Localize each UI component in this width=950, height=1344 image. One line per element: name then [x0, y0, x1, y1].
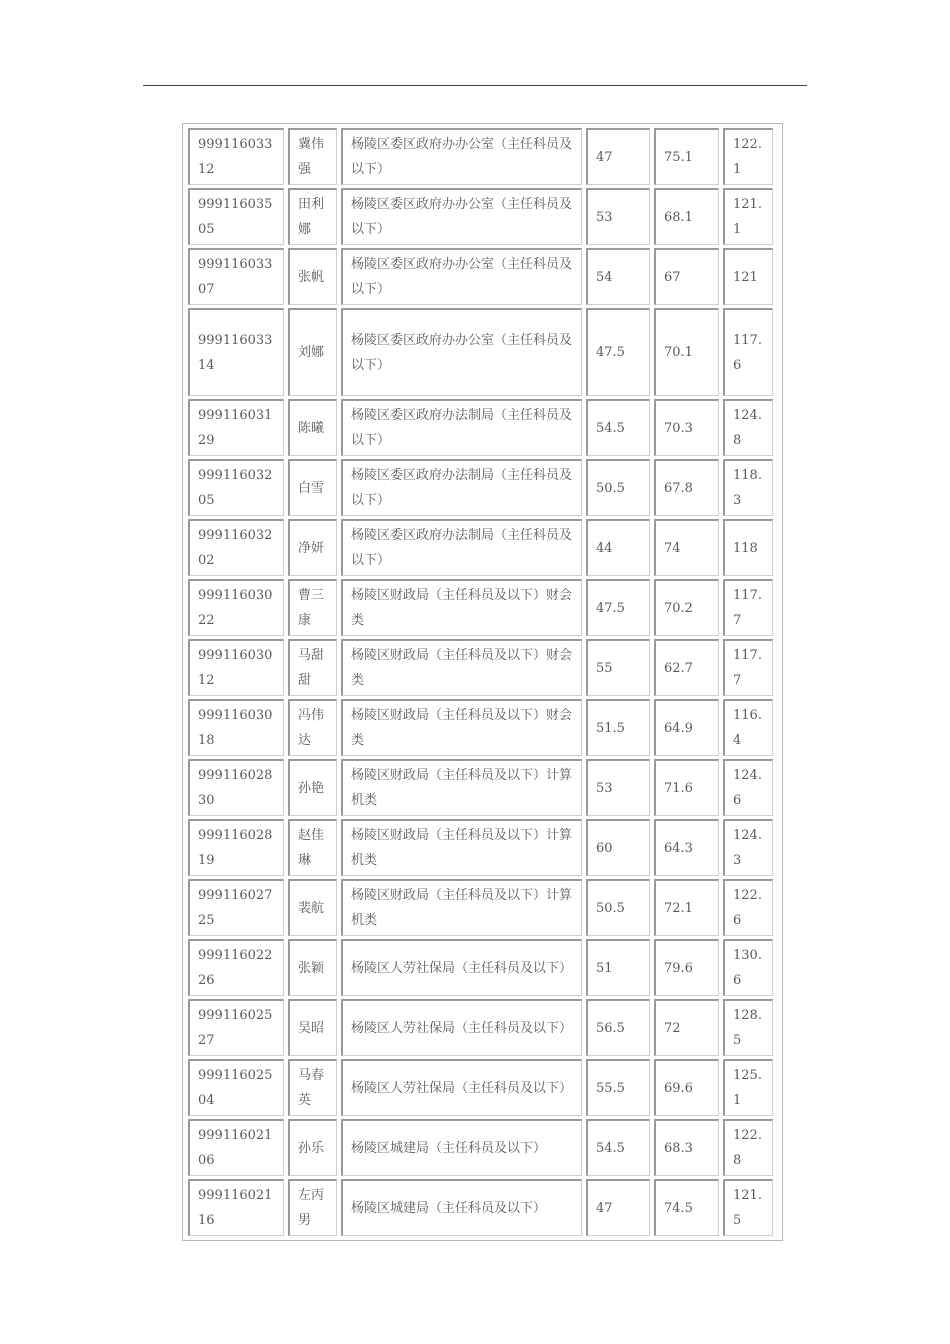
- candidate-name-cell: 陈曦: [288, 399, 337, 456]
- interview-score-cell: 70.1: [654, 308, 719, 396]
- interview-score-cell: 79.6: [654, 939, 719, 996]
- candidate-id-cell: 99911602116: [188, 1179, 284, 1236]
- position-cell: 杨陵区委区政府办办公室（主任科员及以下）: [341, 128, 582, 185]
- candidate-name-cell: 净妍: [288, 519, 337, 576]
- table-row: [188, 1119, 773, 1176]
- interview-score-cell: 70.3: [654, 399, 719, 456]
- interview-score-cell: 74.5: [654, 1179, 719, 1236]
- written-score-cell: 55.5: [586, 1059, 650, 1116]
- written-score-cell: 51: [586, 939, 650, 996]
- candidate-id-cell: 99911602725: [188, 879, 284, 936]
- candidate-id-cell: 99911603205: [188, 459, 284, 516]
- table-row: [188, 519, 773, 576]
- candidate-name-cell: 冀伟强: [288, 128, 337, 185]
- candidate-id-cell: 99911603129: [188, 399, 284, 456]
- written-score-cell: 47: [586, 128, 650, 185]
- candidate-id-cell: 99911602106: [188, 1119, 284, 1176]
- candidate-id-cell: 99911602226: [188, 939, 284, 996]
- candidate-id-cell: 99911602504: [188, 1059, 284, 1116]
- interview-score-cell: 71.6: [654, 759, 719, 816]
- candidate-name-cell: 曹三康: [288, 579, 337, 636]
- total-score-cell: 130.6: [723, 939, 773, 996]
- written-score-cell: 53: [586, 759, 650, 816]
- written-score-cell: 60: [586, 819, 650, 876]
- written-score-cell: 56.5: [586, 999, 650, 1056]
- table-row: [188, 308, 773, 396]
- written-score-cell: 44: [586, 519, 650, 576]
- table-row: [188, 128, 773, 185]
- table-row: [188, 1059, 773, 1116]
- candidate-id-cell: 99911603012: [188, 639, 284, 696]
- position-cell: 杨陵区财政局（主任科员及以下）财会类: [341, 639, 582, 696]
- total-score-cell: 117.7: [723, 579, 773, 636]
- position-cell: 杨陵区人劳社保局（主任科员及以下）: [341, 939, 582, 996]
- candidate-name-cell: 冯伟达: [288, 699, 337, 756]
- candidate-name-cell: 白雪: [288, 459, 337, 516]
- interview-score-cell: 74: [654, 519, 719, 576]
- candidate-id-cell: 99911603314: [188, 308, 284, 396]
- header-rule: [143, 85, 807, 86]
- total-score-cell: 124.3: [723, 819, 773, 876]
- interview-score-cell: 68.3: [654, 1119, 719, 1176]
- results-table-frame: [182, 123, 783, 1241]
- table-row: [188, 819, 773, 876]
- interview-score-cell: 75.1: [654, 128, 719, 185]
- interview-score-cell: 64.9: [654, 699, 719, 756]
- candidate-id-cell: 99911603307: [188, 248, 284, 305]
- written-score-cell: 53: [586, 188, 650, 245]
- position-cell: 杨陵区人劳社保局（主任科员及以下）: [341, 1059, 582, 1116]
- written-score-cell: 50.5: [586, 879, 650, 936]
- position-cell: 杨陵区人劳社保局（主任科员及以下）: [341, 999, 582, 1056]
- table-row: [188, 1179, 773, 1236]
- total-score-cell: 116.4: [723, 699, 773, 756]
- total-score-cell: 122.1: [723, 128, 773, 185]
- position-cell: 杨陵区城建局（主任科员及以下）: [341, 1179, 582, 1236]
- table-row: [188, 459, 773, 516]
- total-score-cell: 122.8: [723, 1119, 773, 1176]
- interview-score-cell: 69.6: [654, 1059, 719, 1116]
- candidate-id-cell: 99911603022: [188, 579, 284, 636]
- table-row: [188, 759, 773, 816]
- total-score-cell: 118.3: [723, 459, 773, 516]
- candidate-id-cell: 99911602830: [188, 759, 284, 816]
- candidate-name-cell: 马甜甜: [288, 639, 337, 696]
- interview-score-cell: 67: [654, 248, 719, 305]
- interview-score-cell: 70.2: [654, 579, 719, 636]
- interview-score-cell: 72.1: [654, 879, 719, 936]
- candidate-name-cell: 左丙男: [288, 1179, 337, 1236]
- candidate-name-cell: 马春英: [288, 1059, 337, 1116]
- candidate-id-cell: 99911602527: [188, 999, 284, 1056]
- position-cell: 杨陵区委区政府办法制局（主任科员及以下）: [341, 519, 582, 576]
- total-score-cell: 121.5: [723, 1179, 773, 1236]
- total-score-cell: 122.6: [723, 879, 773, 936]
- candidate-id-cell: 99911603312: [188, 128, 284, 185]
- table-row: [188, 999, 773, 1056]
- candidate-name-cell: 吴昭: [288, 999, 337, 1056]
- written-score-cell: 47: [586, 1179, 650, 1236]
- written-score-cell: 54.5: [586, 399, 650, 456]
- interview-score-cell: 62.7: [654, 639, 719, 696]
- candidate-name-cell: 田利娜: [288, 188, 337, 245]
- interview-score-cell: 72: [654, 999, 719, 1056]
- position-cell: 杨陵区城建局（主任科员及以下）: [341, 1119, 582, 1176]
- candidate-name-cell: 孙艳: [288, 759, 337, 816]
- candidate-id-cell: 99911603505: [188, 188, 284, 245]
- table-row: [188, 939, 773, 996]
- total-score-cell: 117.7: [723, 639, 773, 696]
- candidate-id-cell: 99911602819: [188, 819, 284, 876]
- total-score-cell: 125.1: [723, 1059, 773, 1116]
- total-score-cell: 128.5: [723, 999, 773, 1056]
- total-score-cell: 118: [723, 519, 773, 576]
- written-score-cell: 47.5: [586, 579, 650, 636]
- written-score-cell: 54.5: [586, 1119, 650, 1176]
- written-score-cell: 47.5: [586, 308, 650, 396]
- written-score-cell: 54: [586, 248, 650, 305]
- candidate-id-cell: 99911603018: [188, 699, 284, 756]
- table-row: [188, 188, 773, 245]
- table-row: [188, 879, 773, 936]
- candidate-name-cell: 刘娜: [288, 308, 337, 396]
- position-cell: 杨陵区委区政府办法制局（主任科员及以下）: [341, 399, 582, 456]
- position-cell: 杨陵区财政局（主任科员及以下）财会类: [341, 579, 582, 636]
- table-row: [188, 699, 773, 756]
- written-score-cell: 55: [586, 639, 650, 696]
- total-score-cell: 117.6: [723, 308, 773, 396]
- position-cell: 杨陵区财政局（主任科员及以下）计算机类: [341, 879, 582, 936]
- total-score-cell: 124.6: [723, 759, 773, 816]
- total-score-cell: 124.8: [723, 399, 773, 456]
- position-cell: 杨陵区委区政府办法制局（主任科员及以下）: [341, 459, 582, 516]
- table-row: [188, 639, 773, 696]
- written-score-cell: 50.5: [586, 459, 650, 516]
- candidate-name-cell: 张帆: [288, 248, 337, 305]
- position-cell: 杨陵区委区政府办办公室（主任科员及以下）: [341, 308, 582, 396]
- candidate-id-cell: 99911603202: [188, 519, 284, 576]
- table-row: [188, 399, 773, 456]
- total-score-cell: 121.1: [723, 188, 773, 245]
- candidate-name-cell: 孙乐: [288, 1119, 337, 1176]
- table-row: [188, 579, 773, 636]
- position-cell: 杨陵区财政局（主任科员及以下）计算机类: [341, 759, 582, 816]
- candidate-name-cell: 赵佳琳: [288, 819, 337, 876]
- position-cell: 杨陵区委区政府办办公室（主任科员及以下）: [341, 188, 582, 245]
- total-score-cell: 121: [723, 248, 773, 305]
- results-table: [184, 125, 777, 1239]
- results-table-body: [188, 128, 773, 1236]
- position-cell: 杨陵区委区政府办办公室（主任科员及以下）: [341, 248, 582, 305]
- table-row: [188, 248, 773, 305]
- written-score-cell: 51.5: [586, 699, 650, 756]
- interview-score-cell: 64.3: [654, 819, 719, 876]
- interview-score-cell: 67.8: [654, 459, 719, 516]
- candidate-name-cell: 张颖: [288, 939, 337, 996]
- position-cell: 杨陵区财政局（主任科员及以下）计算机类: [341, 819, 582, 876]
- position-cell: 杨陵区财政局（主任科员及以下）财会类: [341, 699, 582, 756]
- interview-score-cell: 68.1: [654, 188, 719, 245]
- candidate-name-cell: 裴航: [288, 879, 337, 936]
